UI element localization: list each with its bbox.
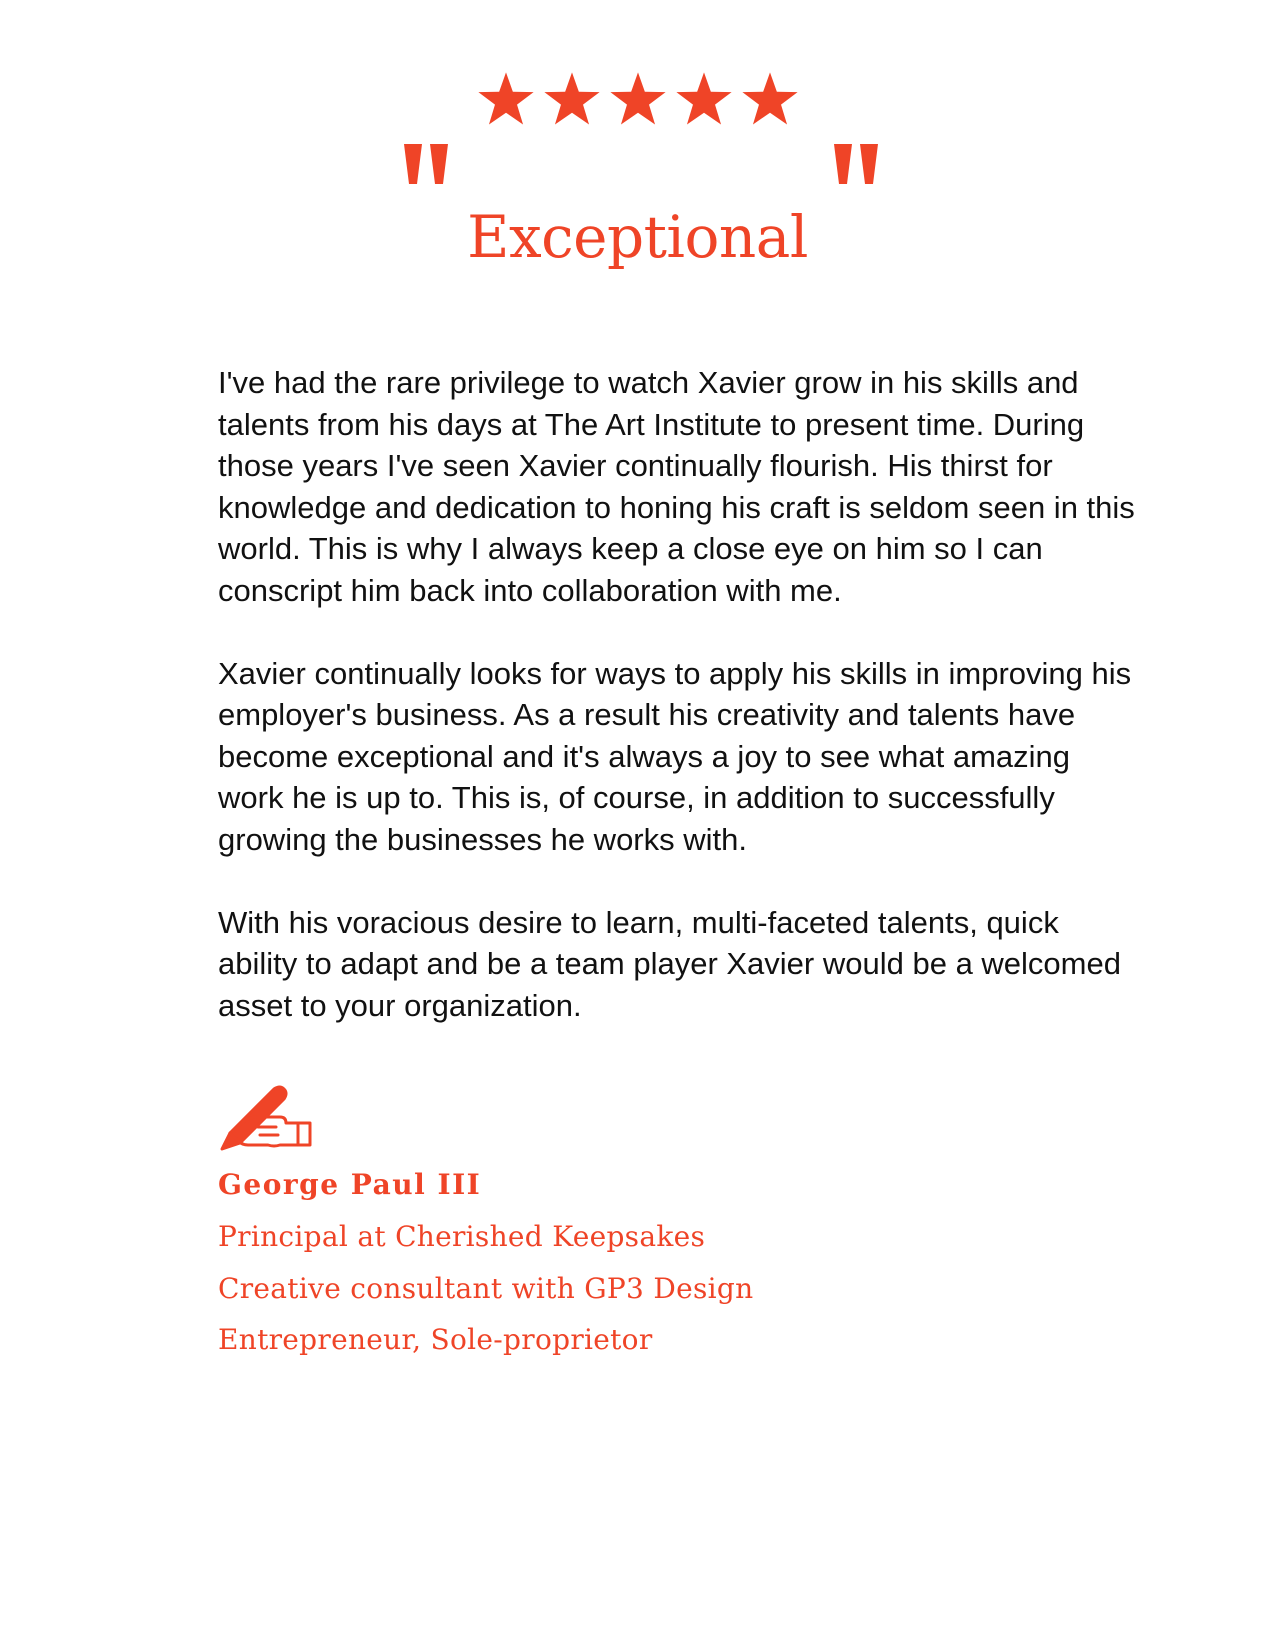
star-rating — [0, 70, 1275, 133]
review-paragraph: With his voracious desire to learn, multi-faceted talents, quick ability to adapt and be a team player Xavier would be a welcomed asset to your organization. — [218, 904, 1121, 1023]
star-icon — [609, 70, 667, 128]
star-icon — [741, 70, 799, 128]
signer-title: Principal at Cherished Keepsakes — [218, 1220, 706, 1253]
star-icon — [543, 70, 601, 128]
star-icon — [675, 70, 733, 128]
review-headline: Exceptional — [467, 203, 808, 271]
open-quote-icon — [402, 140, 452, 196]
close-quote-icon — [832, 140, 882, 196]
signer-title: Creative consultant with GP3 Design — [218, 1272, 754, 1305]
review-paragraph: Xavier continually looks for ways to apply his skills in improving his employer's business. As a result his creativity and talents have become exceptional and it's always a joy to see what amazing work he is up to. This is, of course, in addition to successfully growing the businesses he works with. — [218, 655, 1132, 857]
review-paragraph: I've had the rare privilege to watch Xavier grow in his skills and talents from his days at The Art Institute to present time. During those years I've seen Xavier continually flourish. His thirst for knowledge and dedication to honing his craft is seldom seen in this world. This is why I always keep a close eye on him so I can conscript him back into collaboration with me. — [218, 365, 1135, 608]
review-body — [218, 362, 1138, 1068]
writing-hand-icon — [218, 1083, 314, 1153]
star-icon — [477, 70, 535, 128]
signer-title: Entrepreneur, Sole-proprietor — [218, 1323, 653, 1356]
signer-name: George Paul III — [218, 1168, 482, 1201]
